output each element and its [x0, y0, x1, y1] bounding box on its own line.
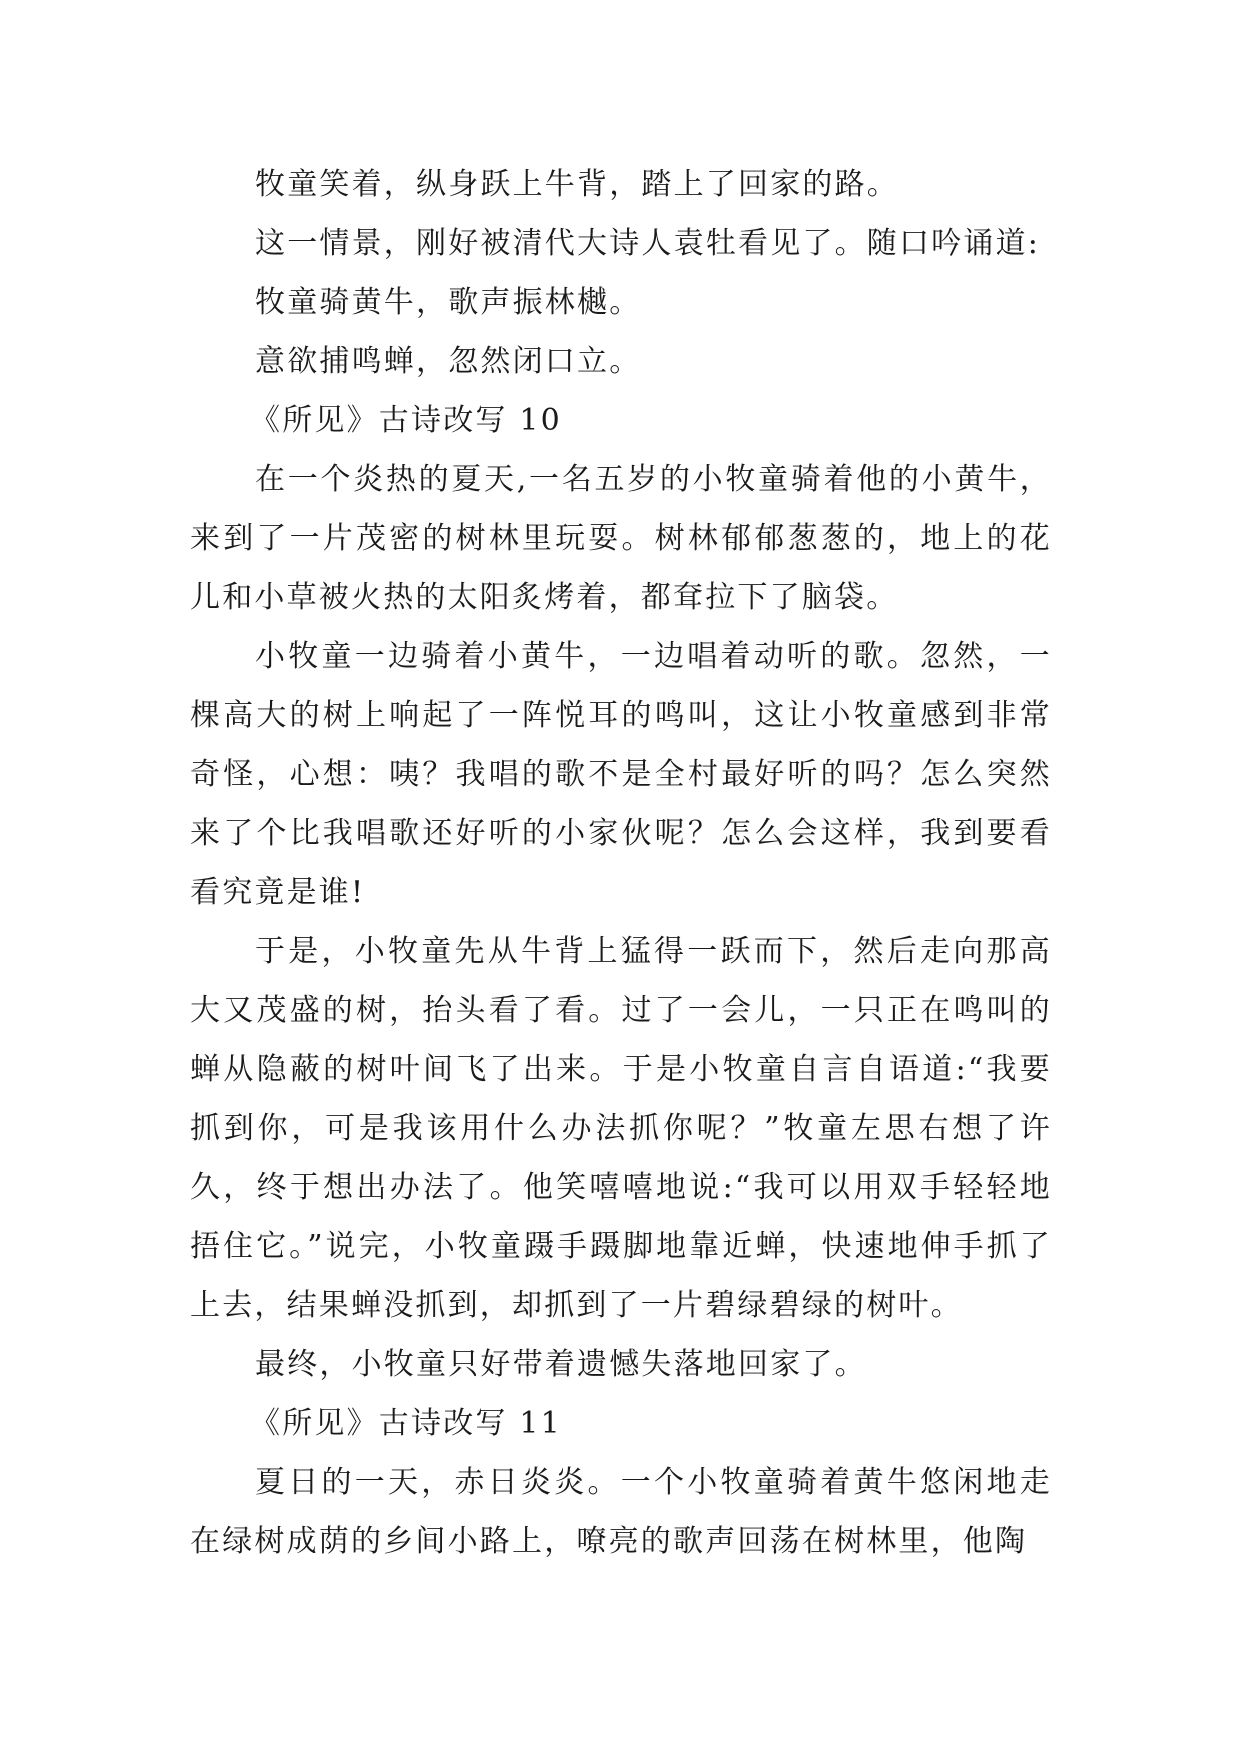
section-heading: 《所见》古诗改写 11 — [250, 1406, 562, 1441]
document-body — [190, 155, 1052, 1571]
section-heading: 《所见》古诗改写 10 — [250, 403, 562, 438]
paragraph: 于是，小牧童先从牛背上猛得一跃而下，然后走向那高大又茂盛的树，抬头看了看。过了一会儿，一只正在鸣叫的蝉从隐蔽的树叶间飞了出来。于是小牧童自言自语道:“我要抓到你，可是我该用什么办法抓你呢？”牧童左思右想了许久，终于想出办法了。他笑嘻嘻地说:“我可以用双手轻轻地捂住它。”说完，小牧童蹑手蹑脚地靠近蝉，快速地伸手抓了上去，结果蝉没抓到，却抓到了一片碧绿碧绿的树叶。 — [190, 934, 1052, 1323]
paragraph: 这一情景，刚好被清代大诗人袁牡看见了。随口吟诵道: — [255, 226, 1041, 261]
paragraph: 牧童笑着，纵身跃上牛背，踏上了回家的路。 — [255, 167, 899, 202]
paragraph: 最终，小牧童只好带着遗憾失落地回家了。 — [255, 1347, 867, 1382]
poem-line: 意欲捕鸣蝉，忽然闭口立。 — [255, 344, 642, 379]
poem-line: 牧童骑黄牛，歌声振林樾。 — [255, 285, 642, 320]
paragraph: 夏日的一天，赤日炎炎。一个小牧童骑着黄牛悠闲地走在绿树成荫的乡间小路上，嘹亮的歌声回荡在树林里，他陶 — [190, 1465, 1052, 1559]
paragraph: 小牧童一边骑着小黄牛，一边唱着动听的歌。忽然，一棵高大的树上响起了一阵悦耳的鸣叫，这让小牧童感到非常奇怪，心想：咦？我唱的歌不是全村最好听的吗？怎么突然来了个比我唱歌还好听的小家伙呢？怎么会这样，我到要看看究竟是谁! — [190, 639, 1052, 910]
paragraph: 在一个炎热的夏天,一名五岁的小牧童骑着他的小黄牛，来到了一片茂密的树林里玩耍。树林郁郁葱葱的，地上的花儿和小草被火热的太阳炙烤着，都耷拉下了脑袋。 — [190, 462, 1052, 615]
